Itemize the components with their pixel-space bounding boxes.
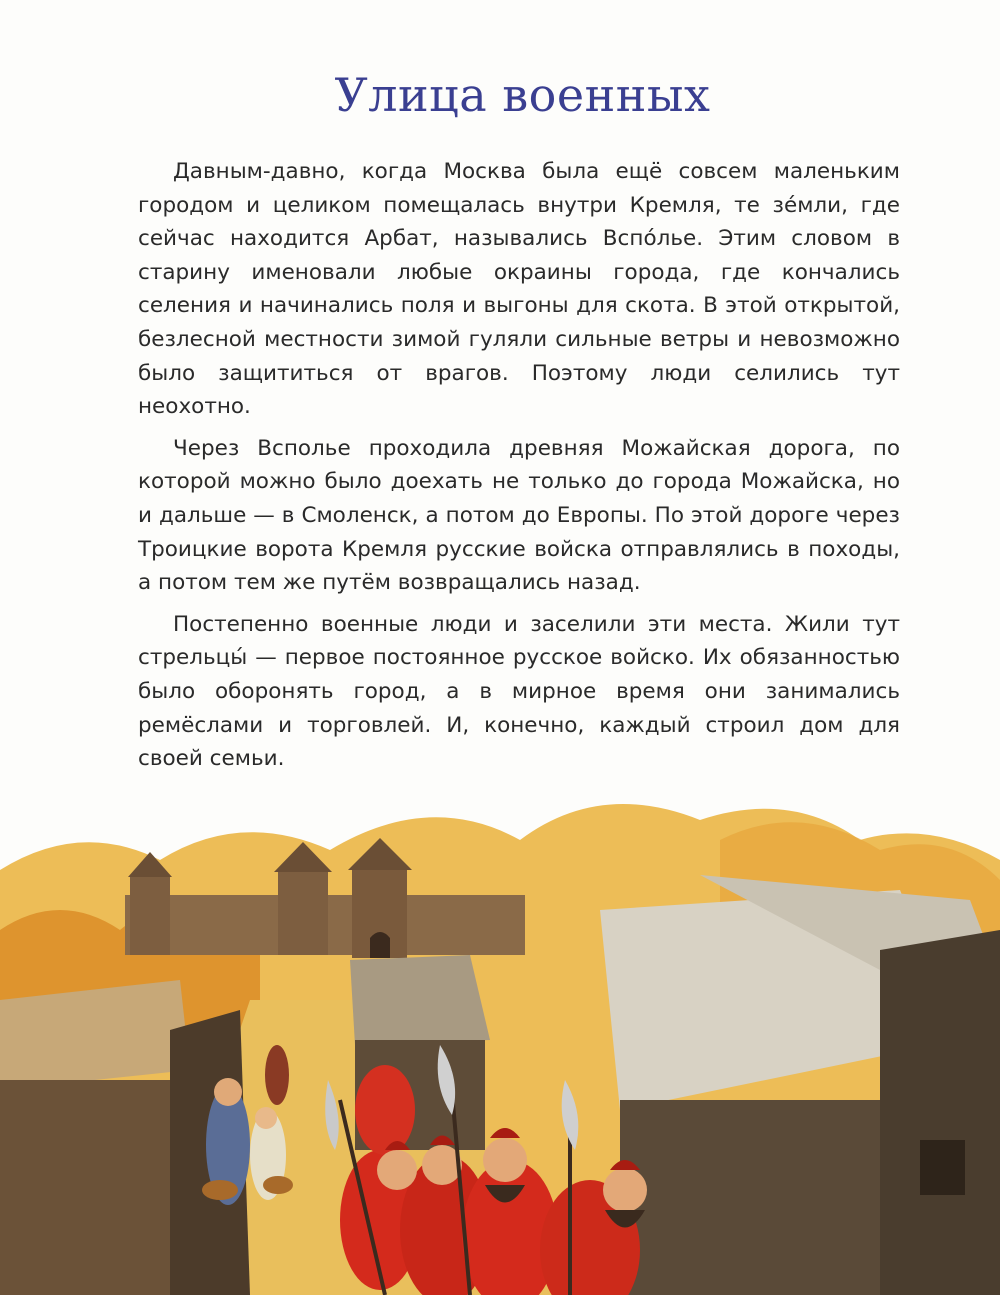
paragraph-3: Постепенно военные люди и заселили эти места. Жили тут стрельцы́ — первое постоянное русское войско. Их обязанностью было оборонять город, а в мирное время они занимались ремёслами и торговлей. И, конечно, каждый строил дом для своей семьи. — [138, 611, 900, 772]
basket-icon — [202, 1180, 238, 1200]
article-text — [138, 155, 900, 784]
paragraph-1: Давным-давно, когда Москва была ещё совсем маленьким городом и целиком помещалась внутри Кремля, те зе́мли, где сейчас находится Арбат, назывались Вспо́лье. Этим словом в старину именовали любые окраины города, где кончались селения и начинались поля и выгоны для скота. В этой открытой, безлесной местности зимой гуляли сильные ветры и невозможно было защититься от врагов. Поэтому люди селились тут неохотно. — [138, 159, 900, 420]
tower-middle — [278, 870, 328, 955]
illustration-strelets-street — [0, 780, 1000, 1295]
house-mid-roof — [350, 955, 490, 1045]
tower-left — [130, 875, 170, 955]
page-title: Улица военных — [334, 68, 711, 122]
paragraph-2: Через Вспольe проходила древняя Можайская дорога, по которой можно было доехать не только до города Можайска, но и дальше — в Смоленск, а потом до Европы. По этой дороге через Троицкие ворота Кремля русские войска отправлялись в походы, а потом тем же путём возвращались назад. — [138, 435, 900, 596]
house-left-wall — [0, 1080, 170, 1295]
